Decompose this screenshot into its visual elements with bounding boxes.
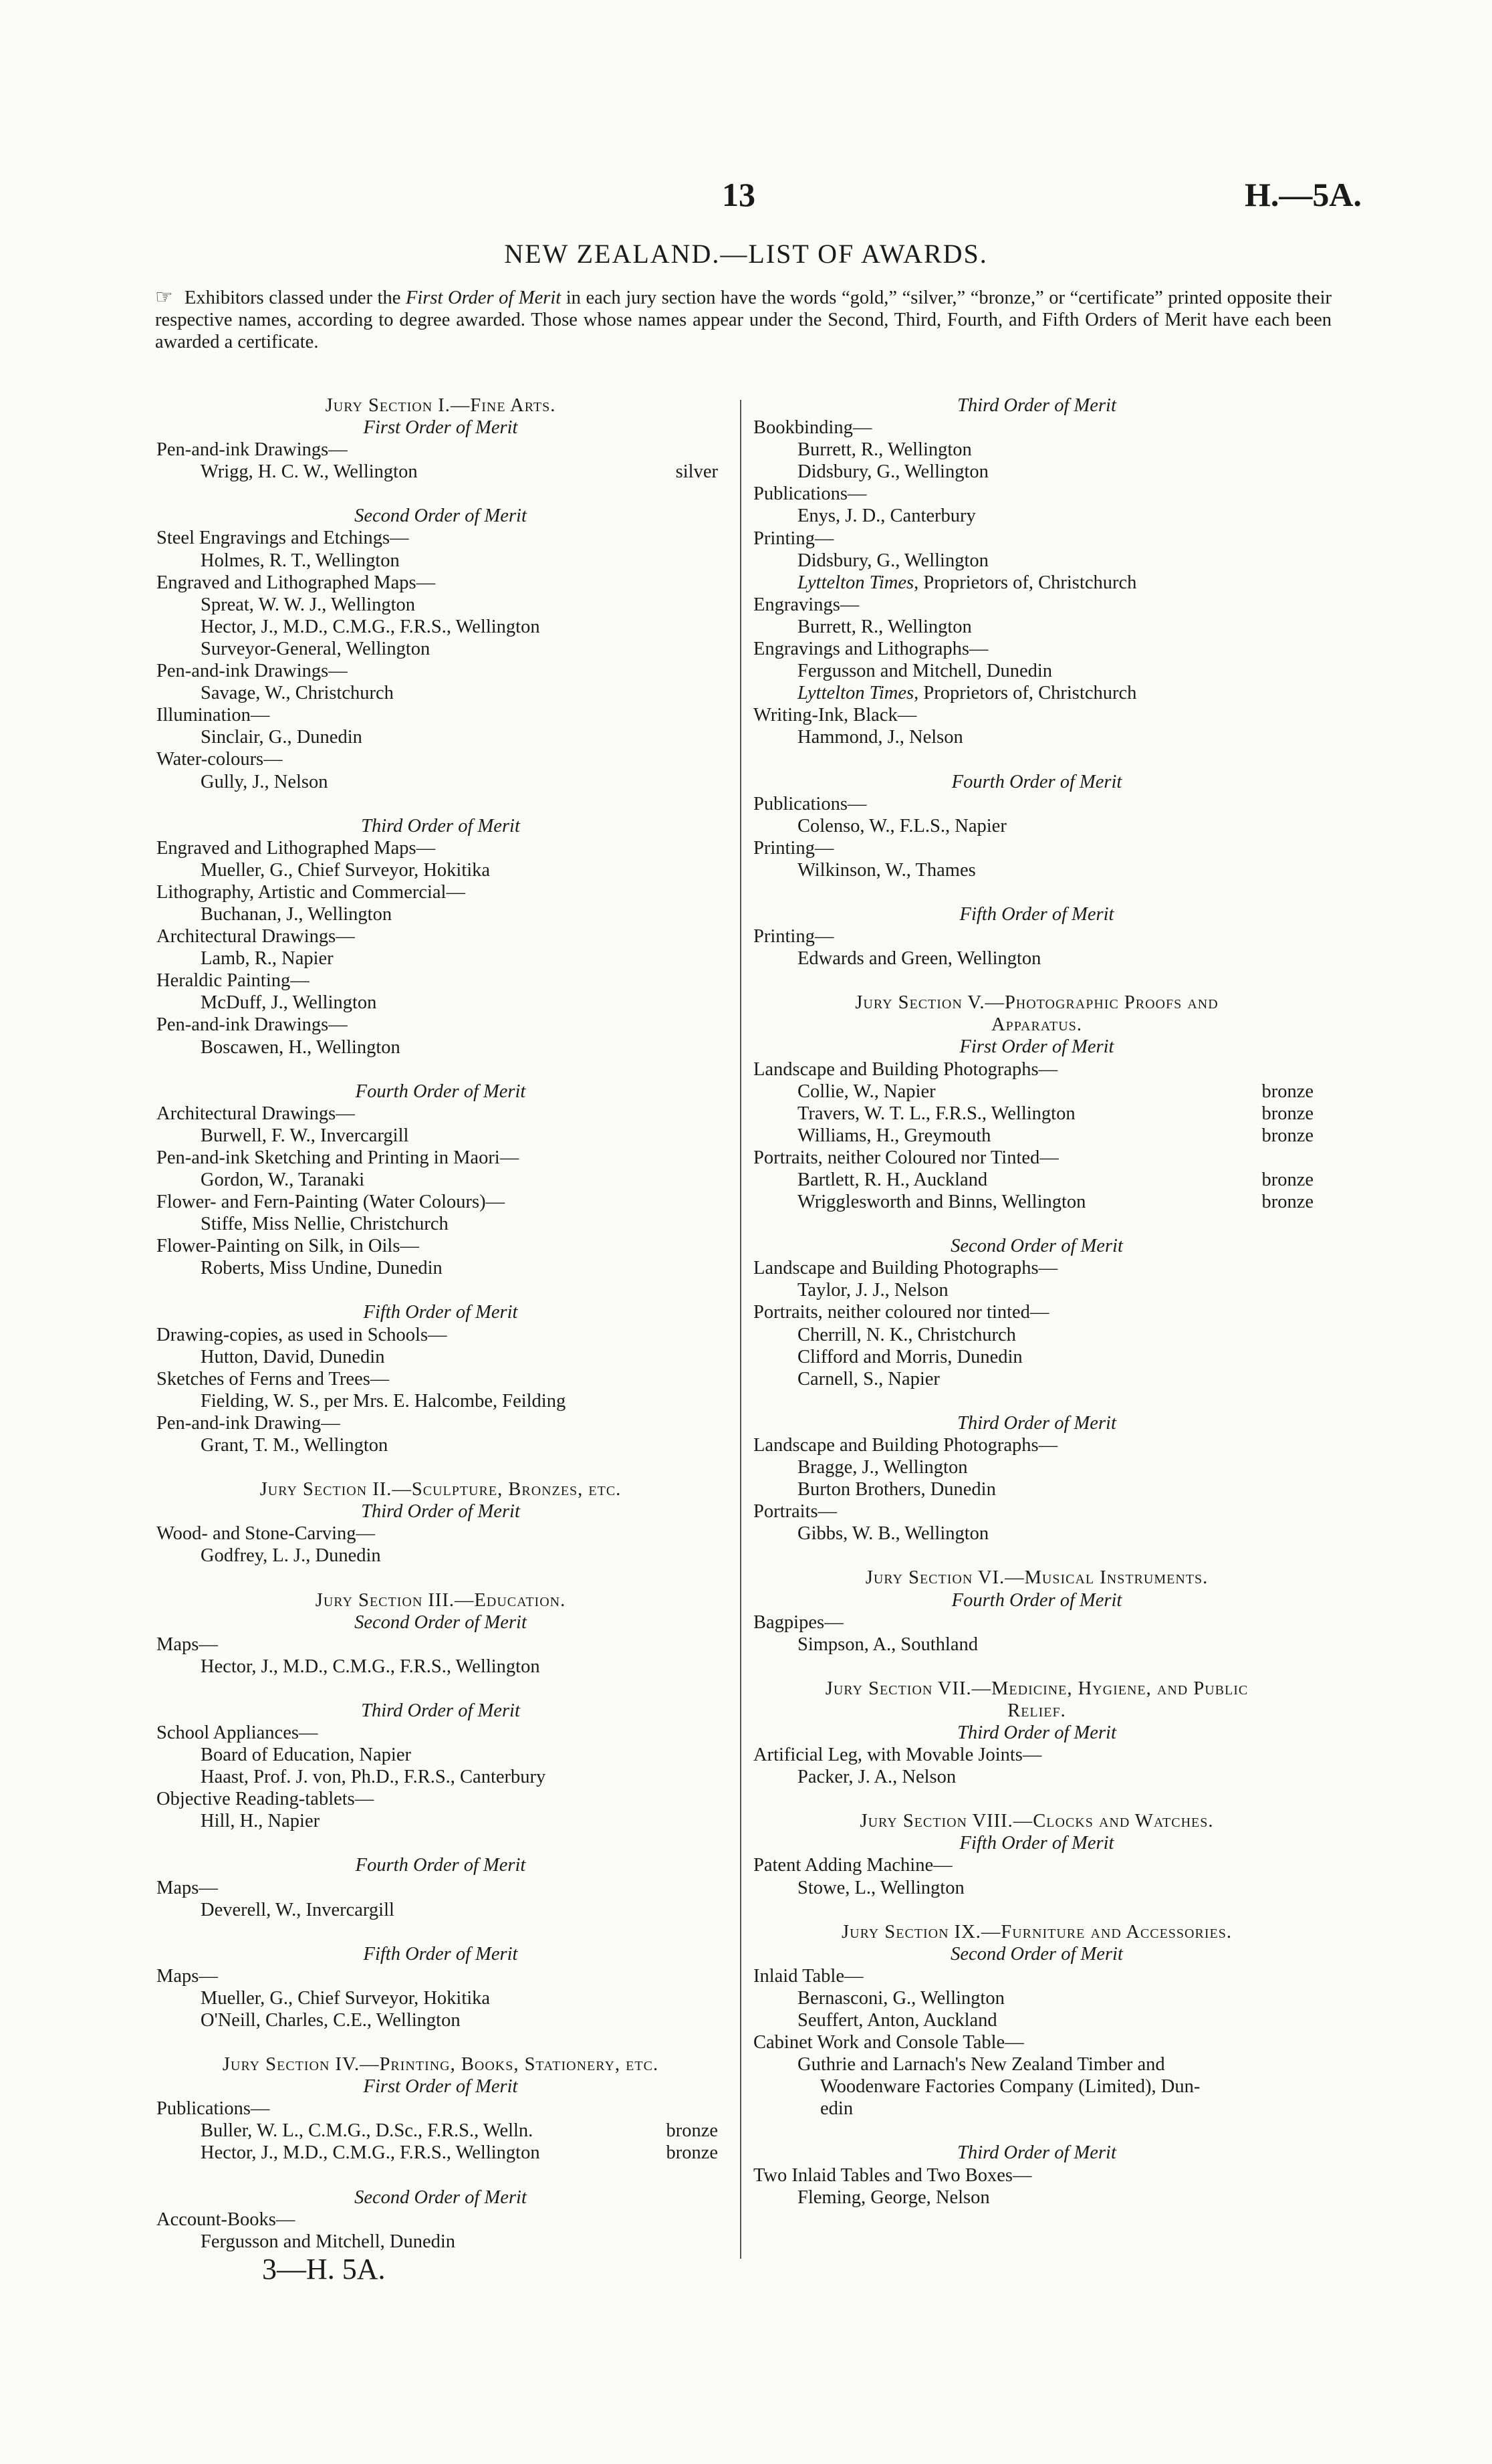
order-of-merit-heading: Second Order of Merit [354, 2187, 527, 2208]
award-grade: bronze [1261, 1169, 1314, 1190]
spacer [156, 2164, 725, 2187]
exhibitor-entry [753, 2053, 1320, 2076]
award-category: Flower- and Fern-Painting (Water Colours)— [156, 1192, 505, 1213]
exhibitor-name: Lamb, R., Napier [201, 948, 334, 970]
document-reference: H.—5A. [1245, 176, 1362, 213]
jury-section-heading: Jury Section III.—Education. [315, 1589, 566, 1611]
exhibitor-entry [753, 1191, 1320, 1213]
exhibitor-name: Clifford and Morris, Dunedin [797, 1346, 1023, 1367]
award-grade: bronze [1261, 1103, 1314, 1124]
page-number: 13 [722, 176, 755, 213]
exhibitor-name: Colenso, W., F.L.S., Napier [797, 815, 1007, 836]
award-category: Pen-and-ink Drawings— [156, 661, 348, 682]
exhibitor-name: Roberts, Miss Undine, Dunedin [201, 1258, 443, 1279]
jury-section-heading: Apparatus. [991, 1014, 1082, 1036]
award-category: Landscape and Building Photographs— [753, 1058, 1058, 1080]
pointing-hand-icon: ☞ [155, 286, 173, 308]
exhibitor-entry [753, 439, 1320, 461]
award-category: Architectural Drawings— [156, 926, 355, 947]
award-category: Pen-and-ink Drawing— [156, 1412, 340, 1434]
order-of-merit-heading: Third Order of Merit [361, 1501, 520, 1523]
order-of-merit-heading: Fourth Order of Merit [355, 1855, 526, 1876]
jury-section-heading: Jury Section I.—Fine Arts. [325, 395, 556, 416]
exhibitor-name: Burwell, F. W., Invercargill [201, 1125, 409, 1146]
award-category: Cabinet Work and Console Table— [753, 2032, 1024, 2053]
exhibitor-name: Guthrie and Larnach's New Zealand Timber and [797, 2054, 1165, 2076]
award-category: Printing— [753, 837, 834, 859]
intro-paragraph [155, 286, 1332, 353]
order-of-merit-heading: First Order of Merit [363, 417, 518, 439]
exhibitor-entry [156, 2231, 725, 2253]
jury-section-heading: Jury Section IV.—Printing, Books, Stationery, etc. [222, 2054, 659, 2076]
spacer [156, 1058, 725, 1081]
exhibitor-name: Sinclair, G., Dunedin [201, 727, 362, 748]
exhibitor-entry [156, 594, 725, 616]
exhibitor-name: Fleming, George, Nelson [797, 2187, 990, 2208]
exhibitor-entry [753, 550, 1320, 572]
jury-section-heading: Jury Section II.—Sculpture, Bronzes, etc. [259, 1479, 622, 1500]
exhibitor-name: Cherrill, N. K., Christchurch [797, 1324, 1016, 1345]
publication-title: Lyttelton Times [797, 572, 914, 593]
exhibitor-name: Buller, W. L., C.M.G., D.Sc., F.R.S., Welln. [201, 2120, 533, 2142]
jury-section-heading: Jury Section VIII.—Clocks and Watches. [860, 1811, 1214, 1832]
award-category: Lithography, Artistic and Commercial— [156, 881, 465, 903]
exhibitor-name: Stiffe, Miss Nellie, Christchurch [201, 1214, 449, 1235]
right-column [753, 395, 1320, 2209]
exhibitor-entry [753, 572, 1320, 594]
award-category: Pen-and-ink Drawings— [156, 439, 348, 461]
award-category: Engraved and Lithographed Maps— [156, 837, 436, 859]
exhibitor-name: Mueller, G., Chief Surveyor, Hokitika [201, 859, 491, 881]
award-category: Drawing-copies, as used in Schools— [156, 1324, 447, 1345]
exhibitor-name: Holmes, R. T., Wellington [201, 550, 400, 571]
exhibitor-entry [753, 1279, 1320, 1301]
exhibitor-entry [753, 1766, 1320, 1788]
award-category: Maps— [156, 1877, 218, 1898]
award-category: Architectural Drawings— [156, 1103, 355, 1124]
spacer [753, 1788, 1320, 1810]
exhibitor-entry [156, 1744, 725, 1766]
exhibitor-name: Bernasconi, G., Wellington [797, 1987, 1005, 2009]
exhibitor-entry [753, 1125, 1320, 1147]
exhibitor-name: Bartlett, R. H., Auckland [797, 1169, 988, 1190]
exhibitor-entry [753, 2076, 1320, 2098]
award-category: Publications— [753, 483, 867, 505]
exhibitor-name: O'Neill, Charles, C.E., Wellington [201, 2010, 461, 2031]
exhibitor-entry [753, 947, 1320, 970]
exhibitor-entry [753, 1523, 1320, 1545]
exhibitor-name: Hector, J., M.D., C.M.G., F.R.S., Wellington [201, 616, 540, 637]
spacer [156, 483, 725, 505]
order-of-merit-heading: Fifth Order of Merit [363, 1943, 518, 1965]
spacer [753, 1545, 1320, 1567]
exhibitor-name: Fergusson and Mitchell, Dunedin [201, 2231, 456, 2252]
exhibitor-entry [156, 726, 725, 748]
exhibitor-entry [156, 1545, 725, 1567]
exhibitor-name: Burrett, R., Wellington [797, 439, 972, 461]
order-of-merit-heading: Third Order of Merit [957, 2142, 1116, 2164]
award-category: Sketches of Ferns and Trees— [156, 1368, 390, 1389]
spacer [156, 793, 725, 815]
jury-section-heading: Jury Section VI.—Musical Instruments. [865, 1567, 1209, 1589]
spacer [753, 1656, 1320, 1678]
exhibitor-entry [753, 726, 1320, 748]
exhibitor-entry [156, 1036, 725, 1058]
award-category: Publications— [753, 793, 867, 814]
left-column [156, 395, 725, 2253]
exhibitor-name: Simpson, A., Southland [797, 1634, 978, 1655]
exhibitor-name: Wilkinson, W., Thames [797, 859, 976, 881]
award-category: Objective Reading-tablets— [156, 1789, 374, 1810]
spacer [753, 1213, 1320, 1235]
order-of-merit-heading: Second Order of Merit [354, 506, 527, 527]
award-category: Portraits, neither coloured nor tinted— [753, 1302, 1049, 1323]
exhibitor-entry [753, 1324, 1320, 1346]
exhibitor-entry [156, 550, 725, 572]
award-category: School Appliances— [156, 1722, 318, 1743]
award-grade: bronze [1261, 1192, 1314, 1213]
exhibitor-name: Carnell, S., Napier [797, 1368, 940, 1389]
exhibitor-entry [753, 682, 1320, 704]
exhibitor-entry [156, 992, 725, 1014]
order-of-merit-heading: Third Order of Merit [361, 815, 520, 836]
jury-section-heading: Relief. [1007, 1700, 1066, 1721]
page-title: NEW ZEALAND.—LIST OF AWARDS. [504, 239, 988, 269]
exhibitor-name: Hector, J., M.D., C.M.G., F.R.S., Wellington [201, 2142, 540, 2164]
exhibitor-name: Williams, H., Greymouth [797, 1125, 991, 1146]
signature-mark: 3—H. 5A. [262, 2253, 386, 2285]
exhibitor-entry [753, 660, 1320, 682]
order-of-merit-heading: Third Order of Merit [957, 395, 1116, 416]
exhibitor-name: Didsbury, G., Wellington [797, 461, 989, 483]
award-category: Wood- and Stone-Carving— [156, 1523, 375, 1545]
exhibitor-entry [753, 1346, 1320, 1368]
spacer [753, 970, 1320, 992]
award-category: Illumination— [156, 705, 270, 726]
award-category: Landscape and Building Photographs— [753, 1434, 1058, 1456]
order-of-merit-heading: Fourth Order of Merit [355, 1081, 526, 1102]
spacer [753, 1899, 1320, 1921]
exhibitor-entry [156, 771, 725, 793]
exhibitor-entry [753, 2009, 1320, 2031]
exhibitor-entry [156, 903, 725, 925]
intro-text-1: Exhibitors classed under the [184, 288, 406, 308]
exhibitor-name: Seuffert, Anton, Auckland [797, 2010, 997, 2031]
exhibitor-entry [156, 1899, 725, 1921]
exhibitor-name: Gully, J., Nelson [201, 771, 328, 792]
award-category: Pen-and-ink Sketching and Printing in Maori— [156, 1147, 519, 1168]
exhibitor-name: Spreat, W. W. J., Wellington [201, 594, 415, 615]
award-grade: bronze [666, 2142, 718, 2164]
exhibitor-entry [156, 616, 725, 638]
exhibitor-name: Surveyor-General, Wellington [201, 638, 430, 659]
award-category: Heraldic Painting— [156, 970, 309, 992]
exhibitor-entry [753, 616, 1320, 638]
exhibitor-entry [156, 1987, 725, 2009]
exhibitor-name: Grant, T. M., Wellington [201, 1435, 388, 1456]
exhibitor-entry [156, 1434, 725, 1456]
award-category: Publications— [156, 2098, 270, 2120]
exhibitor-entry [753, 1987, 1320, 2009]
exhibitor-entry [156, 2120, 725, 2142]
order-of-merit-heading: First Order of Merit [363, 2076, 518, 2098]
exhibitor-name: Hill, H., Napier [201, 1811, 320, 1832]
award-category: Printing— [753, 528, 834, 549]
exhibitor-name: Didsbury, G., Wellington [797, 550, 989, 571]
order-of-merit-heading: Third Order of Merit [361, 1700, 520, 1721]
exhibitor-entry [156, 1213, 725, 1235]
award-grade: bronze [1261, 1125, 1314, 1146]
exhibitor-entry [753, 505, 1320, 527]
exhibitor-entry [753, 1478, 1320, 1500]
exhibitor-entry [753, 461, 1320, 483]
exhibitor-name: Godfrey, L. J., Dunedin [201, 1545, 381, 1567]
order-of-merit-heading: First Order of Merit [959, 1036, 1114, 1058]
exhibitor-entry [753, 1456, 1320, 1478]
order-of-merit-heading: Second Order of Merit [354, 1611, 527, 1633]
award-category: Steel Engravings and Etchings— [156, 528, 409, 549]
column-divider [740, 400, 741, 2259]
award-category: Two Inlaid Tables and Two Boxes— [753, 2164, 1032, 2186]
exhibitor-entry [156, 859, 725, 881]
exhibitor-name: Taylor, J. J., Nelson [797, 1280, 949, 1301]
award-category: Writing-Ink, Black— [753, 705, 917, 726]
exhibitor-name: Haast, Prof. J. von, Ph.D., F.R.S., Canterbury [201, 1767, 546, 1788]
award-grade: bronze [666, 2120, 718, 2142]
exhibitor-name: Gibbs, W. B., Wellington [797, 1523, 989, 1545]
award-category: Artificial Leg, with Movable Joints— [753, 1745, 1042, 1766]
exhibitor-entry [156, 1125, 725, 1147]
exhibitor-entry [753, 2098, 1320, 2120]
order-of-merit-heading: Fifth Order of Merit [363, 1302, 518, 1323]
award-category: Printing— [753, 926, 834, 947]
exhibitor-name: Travers, W. T. L., F.R.S., Wellington [797, 1103, 1076, 1124]
exhibitor-name: , Proprietors of, Christchurch [914, 572, 1137, 593]
award-category: Bookbinding— [753, 417, 872, 439]
exhibitor-name: Fielding, W. S., per Mrs. E. Halcombe, Feilding [201, 1390, 566, 1412]
exhibitor-name: Fergusson and Mitchell, Dunedin [797, 661, 1053, 682]
exhibitor-name: Hutton, David, Dunedin [201, 1346, 385, 1367]
award-category: Inlaid Table— [753, 1965, 864, 1987]
exhibitor-name: Buchanan, J., Wellington [201, 903, 392, 925]
exhibitor-name: Boscawen, H., Wellington [201, 1036, 400, 1058]
exhibitor-entry [753, 1081, 1320, 1103]
exhibitor-entry [156, 638, 725, 660]
exhibitor-name: edin [820, 2098, 854, 2120]
exhibitor-name: Hammond, J., Nelson [797, 727, 963, 748]
exhibitor-name: , Proprietors of, Christchurch [914, 683, 1137, 704]
award-category: Portraits— [753, 1501, 838, 1523]
exhibitor-entry [753, 2187, 1320, 2209]
exhibitor-name: Bragge, J., Wellington [797, 1457, 968, 1478]
exhibitor-name: Collie, W., Napier [797, 1081, 936, 1102]
order-of-merit-heading: Third Order of Merit [957, 1722, 1116, 1743]
award-category: Account-Books— [156, 2209, 295, 2230]
publication-title: Lyttelton Times [797, 683, 914, 704]
award-category: Water-colours— [156, 749, 283, 770]
exhibitor-entry [156, 2009, 725, 2031]
exhibitor-name: Wrigg, H. C. W., Wellington [201, 461, 418, 483]
award-category: Engravings— [753, 594, 860, 615]
award-category: Bagpipes— [753, 1611, 844, 1633]
exhibitor-name: Savage, W., Christchurch [201, 683, 394, 704]
order-of-merit-heading: Fourth Order of Merit [951, 771, 1122, 792]
award-category: Maps— [156, 1965, 218, 1987]
jury-section-heading: Jury Section V.—Photographic Proofs and [855, 992, 1219, 1014]
spacer [156, 2031, 725, 2053]
spacer [156, 1456, 725, 1478]
exhibitor-entry [156, 682, 725, 704]
exhibitor-name: Burton Brothers, Dunedin [797, 1479, 996, 1500]
spacer [156, 1832, 725, 1854]
award-category: Flower-Painting on Silk, in Oils— [156, 1236, 419, 1257]
exhibitor-entry [156, 947, 725, 970]
exhibitor-entry [753, 1634, 1320, 1656]
exhibitor-name: Deverell, W., Invercargill [201, 1899, 394, 1920]
exhibitor-name: Mueller, G., Chief Surveyor, Hokitika [201, 1987, 491, 2009]
exhibitor-name: McDuff, J., Wellington [201, 992, 377, 1014]
exhibitor-name: Woodenware Factories Company (Limited), Dun- [820, 2076, 1201, 2098]
award-grade: bronze [1261, 1081, 1314, 1102]
spacer [156, 1567, 725, 1589]
intro-text-2: in each jury section have the words “gold,” “silver,” “bronze,” or “certificate” printed opposite their respective names, according to degree awarded. Those whose names appear under the Second, Third, Fourth, and Fifth Orders of Merit have each been awarded a certificate. [155, 288, 1332, 352]
exhibitor-entry [156, 1390, 725, 1412]
order-of-merit-heading: Third Order of Merit [957, 1412, 1116, 1434]
award-category: Engraved and Lithographed Maps— [156, 572, 436, 593]
order-of-merit-heading: Fifth Order of Merit [959, 903, 1114, 925]
exhibitor-entry [753, 1103, 1320, 1125]
award-category: Portraits, neither Coloured nor Tinted— [753, 1147, 1059, 1168]
exhibitor-name: Packer, J. A., Nelson [797, 1767, 957, 1788]
award-grade: silver [675, 461, 718, 483]
exhibitor-name: Edwards and Green, Wellington [797, 948, 1041, 970]
exhibitor-entry [753, 1169, 1320, 1191]
exhibitor-entry [156, 461, 725, 483]
exhibitor-name: Stowe, L., Wellington [797, 1877, 965, 1898]
exhibitor-entry [156, 2142, 725, 2164]
order-of-merit-heading: Second Order of Merit [951, 1236, 1123, 1257]
spacer [753, 1390, 1320, 1412]
exhibitor-name: Burrett, R., Wellington [797, 616, 972, 637]
award-category: Patent Adding Machine— [753, 1855, 953, 1876]
award-category: Pen-and-ink Drawings— [156, 1014, 348, 1036]
award-category: Maps— [156, 1634, 218, 1655]
jury-section-heading: Jury Section VII.—Medicine, Hygiene, and Public [825, 1678, 1249, 1699]
award-category: Engravings and Lithographs— [753, 639, 989, 660]
order-of-merit-heading: Second Order of Merit [951, 1943, 1123, 1965]
spacer [156, 1279, 725, 1301]
jury-section-heading: Jury Section IX.—Furniture and Accessories. [842, 1921, 1232, 1942]
order-of-merit-heading: Fourth Order of Merit [951, 1589, 1122, 1611]
exhibitor-entry [156, 1257, 725, 1279]
spacer [156, 1678, 725, 1700]
exhibitor-name: Gordon, W., Taranaki [201, 1169, 365, 1190]
exhibitor-entry [753, 1877, 1320, 1899]
intro-emphasis: First Order of Merit [406, 288, 562, 308]
exhibitor-entry [156, 1656, 725, 1678]
exhibitor-entry [753, 1368, 1320, 1390]
order-of-merit-heading: Fifth Order of Merit [959, 1833, 1114, 1854]
exhibitor-name: Wrigglesworth and Binns, Wellington [797, 1192, 1086, 1213]
exhibitor-entry [156, 1346, 725, 1368]
exhibitor-name: Hector, J., M.D., C.M.G., F.R.S., Wellington [201, 1656, 540, 1677]
spacer [753, 749, 1320, 771]
exhibitor-entry [156, 1810, 725, 1832]
spacer [156, 1921, 725, 1943]
exhibitor-entry [753, 859, 1320, 881]
exhibitor-name: Board of Education, Napier [201, 1745, 411, 1766]
spacer [753, 2120, 1320, 2142]
exhibitor-entry [156, 1169, 725, 1191]
exhibitor-entry [156, 1766, 725, 1788]
exhibitor-name: Enys, J. D., Canterbury [797, 506, 976, 527]
spacer [753, 881, 1320, 903]
exhibitor-entry [753, 815, 1320, 837]
award-category: Landscape and Building Photographs— [753, 1258, 1058, 1279]
